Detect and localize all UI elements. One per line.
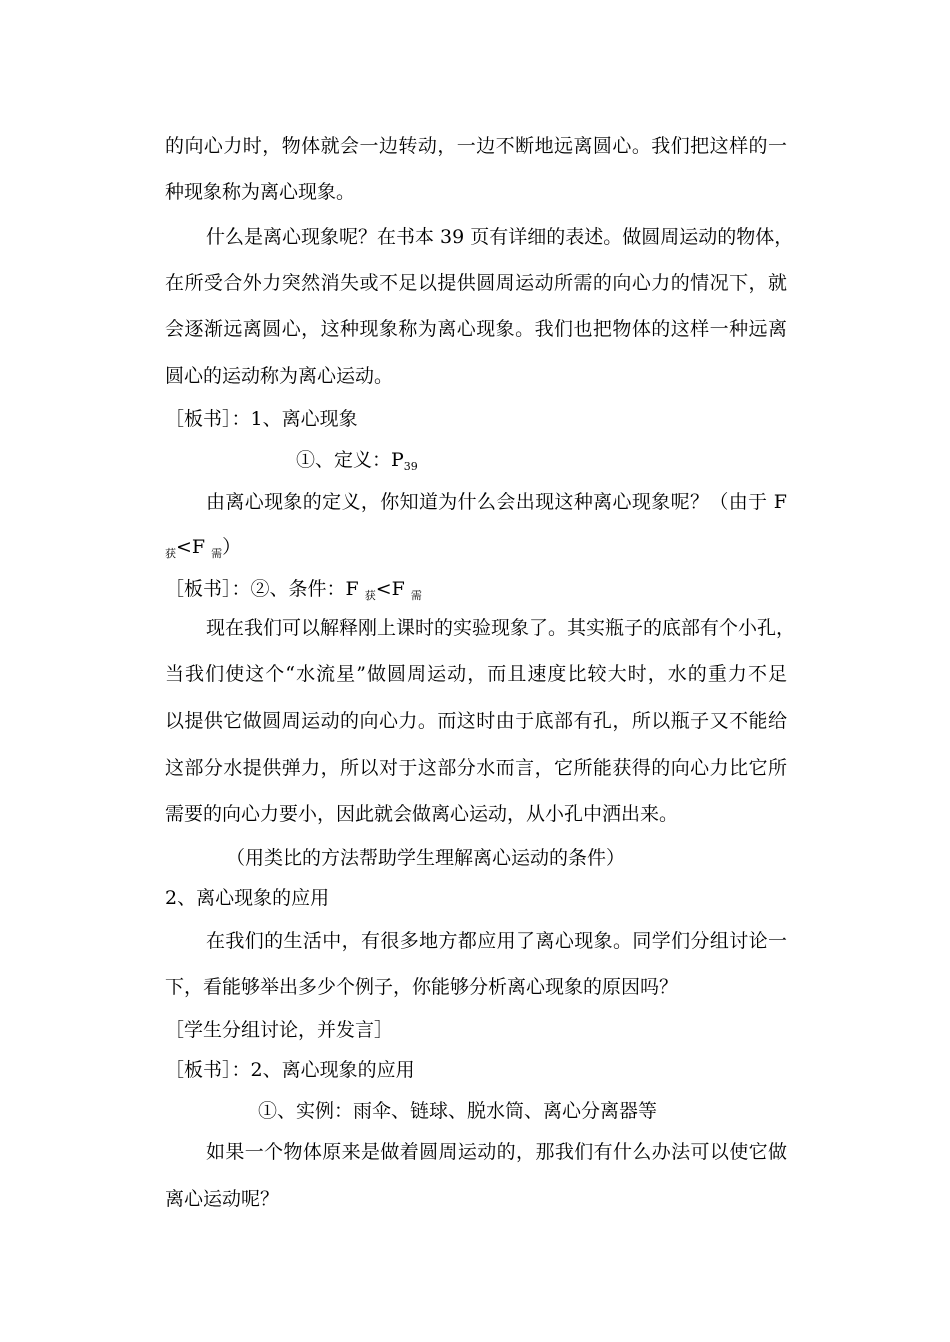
- board-item-text: ①、定义：P: [296, 449, 404, 471]
- subscript-required: 需: [410, 589, 422, 602]
- subscript-obtained: 获: [364, 589, 376, 602]
- paragraph-line: 种现象称为离心现象。: [165, 181, 356, 203]
- paragraph-line: 会逐渐远离圆心，这种现象称为离心现象。我们也把物体的这样一种远离: [165, 318, 787, 340]
- board-item: [296, 448, 418, 475]
- paragraph-line: 在我们的生活中，有很多地方都应用了离心现象。同学们分组讨论一: [206, 930, 787, 952]
- paragraph-line: 圆心的运动称为离心运动。: [165, 365, 394, 387]
- paragraph-line: 这部分水提供弹力，所以对于这部分水而言，它所能获得的向心力比它所: [165, 757, 787, 779]
- paragraph-line: [165, 535, 241, 562]
- bracket-note: ［学生分组讨论，并发言］: [165, 1019, 394, 1041]
- paragraph-line: 如果一个物体原来是做着圆周运动的，那我们有什么办法可以使它做: [206, 1141, 787, 1163]
- section-heading: 2、离心现象的应用: [165, 887, 330, 909]
- inequality-text: <F: [176, 536, 212, 558]
- board-heading: ［板书］：1、离心现象: [165, 408, 358, 430]
- page-subscript: 39: [403, 460, 418, 473]
- paragraph-line: 在所受合外力突然消失或不足以提供圆周运动所需的向心力的情况下，就: [165, 272, 787, 294]
- subscript-required: 需: [211, 547, 223, 560]
- paragraph-line: 当我们使这个“水流星”做圆周运动，而且速度比较大时，水的重力不足: [165, 663, 787, 685]
- board-heading: ［板书］：2、离心现象的应用: [165, 1059, 415, 1081]
- inequality-text: <F: [375, 578, 411, 600]
- paragraph-line: 现在我们可以解释刚上课时的实验现象了。其实瓶子的底部有个小孔，: [206, 617, 796, 639]
- paragraph-line: 以提供它做圆周运动的向心力。而这时由于底部有孔，所以瓶子又不能给: [165, 710, 787, 732]
- board-item: ①、实例：雨伞、链球、脱水筒、离心分离器等: [258, 1100, 658, 1122]
- paragraph-line: （用类比的方法帮助学生理解离心运动的条件）: [226, 847, 626, 869]
- paragraph-line: 什么是离心现象呢？在书本 39 页有详细的表述。做圆周运动的物体，: [206, 226, 794, 248]
- board-condition-text: ［板书］：②、条件：F: [165, 578, 365, 600]
- paragraph-line: 离心运动呢？: [165, 1188, 280, 1210]
- paragraph-line: 需要的向心力要小，因此就会做离心运动，从小孔中洒出来。: [165, 803, 679, 825]
- paragraph-line: 的向心力时，物体就会一边转动，一边不断地远离圆心。我们把这样的一: [165, 135, 787, 157]
- board-heading: [165, 577, 422, 604]
- subscript-obtained: 获: [165, 547, 176, 560]
- paragraph-line: 由离心现象的定义，你知道为什么会出现这种离心现象呢？（由于 F: [206, 491, 787, 513]
- paragraph-line: 下，看能够举出多少个例子，你能够分析离心现象的原因吗？: [165, 976, 679, 998]
- closing-paren: ）: [222, 536, 242, 558]
